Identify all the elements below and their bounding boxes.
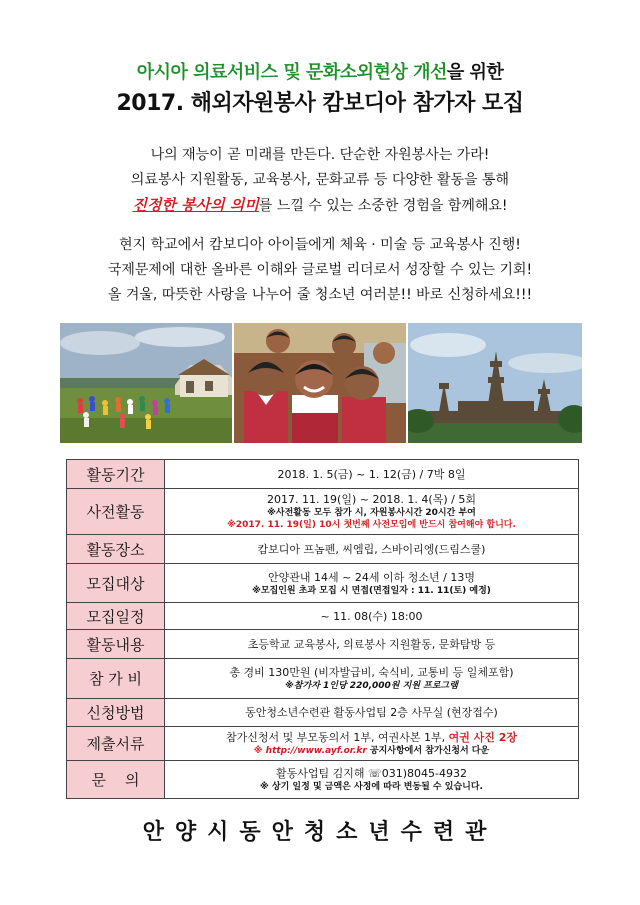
content-value: 초등학교 교육봉사, 의료봉사 지원활동, 문화탐방 등 <box>165 630 579 659</box>
fee-label: 참 가 비 <box>67 659 165 699</box>
table-row <box>67 603 579 630</box>
intro-highlight: 진정한 봉사의 의미 <box>132 196 259 214</box>
docs-note-text: 공지사항에서 참가신청서 다운 <box>366 746 490 756</box>
target-cell <box>165 564 579 603</box>
photo-field-activity <box>60 323 232 443</box>
period-value: 2018. 1. 5(금) ~ 1. 12(금) / 7박 8일 <box>165 460 579 489</box>
docs-value <box>165 730 578 745</box>
contact-note: ※ 상기 일정 및 금액은 사정에 따라 변동될 수 있습니다. <box>260 782 483 792</box>
intro-line-2: 의료봉사 지원활동, 교육봉사, 문화교류 등 다양한 활동을 통해 <box>130 172 510 188</box>
table-row <box>67 630 579 659</box>
target-note: ※모집인원 초과 모집 시 면접(면접일자 : 11. 11(토) 예정) <box>252 585 491 596</box>
table-row <box>67 489 579 535</box>
schedule-value: ~ 11. 08(수) 18:00 <box>165 603 579 630</box>
content-label: 활동내용 <box>67 630 165 659</box>
contact-value: 활동사업팀 김지해 ☏031)8045-4932 <box>275 767 467 780</box>
place-label: 활동장소 <box>67 535 165 564</box>
intro-line-1: 나의 재능이 곧 미래를 만든다. 단순한 자원봉사는 가라! <box>150 147 490 163</box>
body-line-1: 현지 학교에서 캄보디아 아이들에게 체육 · 미술 등 교육봉사 진행! <box>119 237 521 253</box>
pre-note-2: ※2017. 11. 19(일) 10시 첫번째 사전모임에 반드시 참여해야 합니다. <box>227 520 516 530</box>
fee-value: 총 경비 130만원 (비자발급비, 숙식비, 교통비 등 일체포함) <box>229 666 514 679</box>
intro-line-3-rest: 를 느낄 수 있는 소중한 경험을 함께해요! <box>258 198 508 214</box>
headline-black: 을 위한 <box>446 62 504 83</box>
target-value: 안양관내 14세 ~ 24세 이하 청소년 / 13명 <box>268 570 475 584</box>
docs-note <box>165 745 578 757</box>
contact-cell <box>165 761 579 799</box>
photo-angkor-wat <box>408 323 582 443</box>
pre-note-1: ※사전활동 모두 참가 시, 자원봉사시간 20시간 부여 <box>267 508 476 518</box>
intro-line-3 <box>0 193 640 219</box>
period-label: 활동기간 <box>67 460 165 489</box>
table-row <box>67 761 579 799</box>
intro-paragraph <box>0 143 640 219</box>
apply-label: 신청방법 <box>67 699 165 727</box>
table-row <box>67 659 579 699</box>
docs-value-main: 참가신청서 및 부모동의서 1부, 여권사본 1부, <box>225 731 449 744</box>
docs-label: 제출서류 <box>67 727 165 761</box>
body-line-2: 국제문제에 대한 올바른 이해와 글로벌 리더로서 성장할 수 있는 기회! <box>107 262 533 278</box>
photo-children <box>234 323 406 443</box>
pre-label: 사전활동 <box>67 489 165 535</box>
body-paragraph <box>0 233 640 308</box>
apply-value: 동안청소년수련관 활동사업팀 2층 사무실 (현장접수) <box>165 699 579 727</box>
docs-note-url[interactable]: ※ http://www.ayf.or.kr <box>253 746 367 756</box>
headline-subtitle <box>0 58 640 84</box>
fee-note: ※참가자 1인당 220,000원 지원 프로그램 <box>285 681 458 691</box>
docs-cell <box>165 727 579 761</box>
target-label: 모집대상 <box>67 564 165 603</box>
fee-cell <box>165 659 579 699</box>
contact-label: 문 의 <box>67 761 165 799</box>
headline-green: 아시아 의료서비스 및 문화소외현상 개선 <box>136 62 447 83</box>
place-value: 캄보디아 프놈펜, 씨엠립, 스바이리엥(드림스쿨) <box>165 535 579 564</box>
table-row <box>67 460 579 489</box>
info-table <box>66 459 579 799</box>
table-row <box>67 564 579 603</box>
organization-name: 안양시동안청소년수련관 <box>142 820 498 845</box>
body-line-3: 올 겨울, 따뜻한 사랑을 나누어 줄 청소년 여러분!! 바로 신청하세요!!! <box>107 287 533 303</box>
table-row <box>67 727 579 761</box>
docs-value-photo: 여권 사진 2장 <box>448 731 518 744</box>
pre-cell <box>165 489 579 535</box>
table-row <box>67 699 579 727</box>
pre-value: 2017. 11. 19(일) ~ 2018. 1. 4(목) / 5회 <box>267 493 476 506</box>
page-title: 2017. 해외자원봉사 캄보디아 참가자 모집 <box>116 91 524 116</box>
schedule-label: 모집일정 <box>67 603 165 630</box>
table-row <box>67 535 579 564</box>
